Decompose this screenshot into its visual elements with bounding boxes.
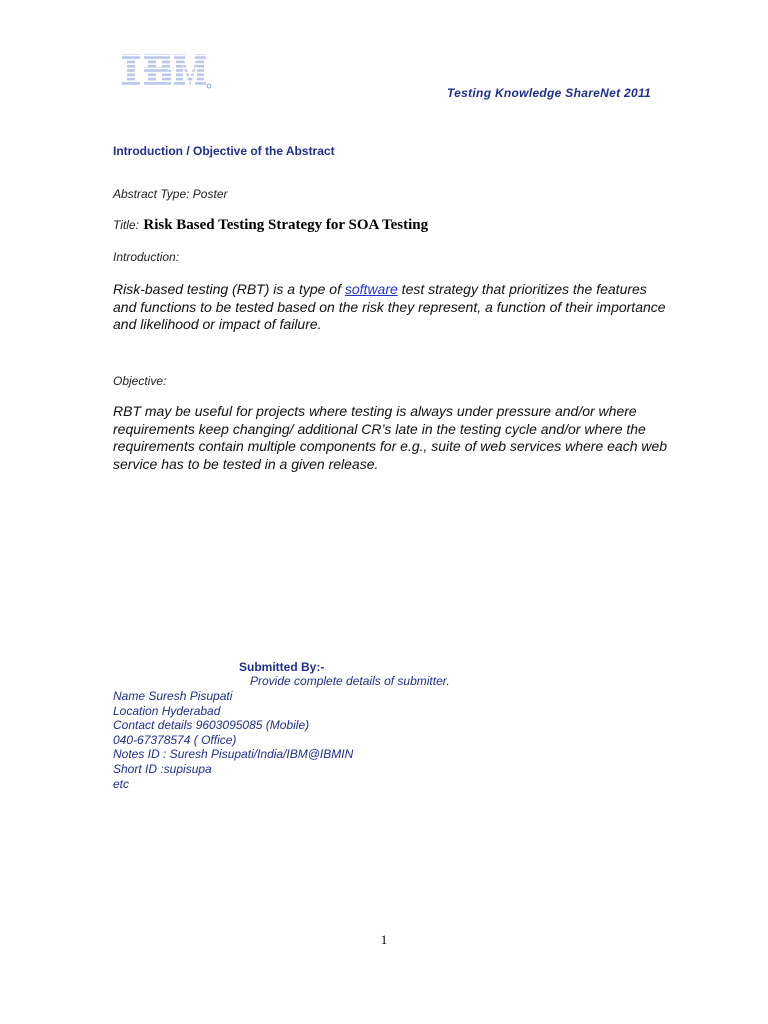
page-number: 1 <box>380 932 388 947</box>
objective-label: Objective: <box>113 374 167 388</box>
intro-text-start: Risk-based testing (RBT) is a type of <box>113 281 345 297</box>
introduction-paragraph <box>113 281 673 334</box>
abstract-type: Abstract Type: Poster <box>113 187 228 201</box>
submitted-by-heading: Submitted By:- <box>239 660 325 674</box>
submitter-short-id: Short ID :supisupa <box>113 761 212 776</box>
submitter-location: Location Hyderabad <box>113 703 221 718</box>
software-link[interactable]: software <box>344 281 398 297</box>
document-title: Risk Based Testing Strategy for SOA Testing <box>143 217 429 233</box>
conference-name: Testing Knowledge ShareNet 2011 <box>447 86 652 100</box>
submitter-note: Provide complete details of submitter. <box>250 674 450 688</box>
introduction-label: Introduction: <box>113 250 180 264</box>
ibm-logo <box>120 52 212 92</box>
submitter-contact-office: 040-67378574 ( Office) <box>113 732 237 747</box>
submitter-etc: etc <box>113 776 130 791</box>
intro-text-end: test strategy that prioritizes the features and functions to be tested based on the risk they represent, a function of their importance and likelihood or impact of failure. <box>113 281 666 332</box>
submitter-details <box>113 689 353 791</box>
objective-paragraph: RBT may be useful for projects where testing is always under pressure and/or where requirements keep changing/ additional CR’s late in the testing cycle and/or where the requirements contain multiple components for e.g., suite of web services where each web service has to be tested in a given release. <box>113 403 668 472</box>
title-label: Title: <box>113 218 139 232</box>
submitter-name: Name Suresh Pisupati <box>113 689 233 703</box>
submitter-notes-id: Notes ID : Suresh Pisupati/India/IBM@IBMIN <box>113 747 354 762</box>
title-line <box>113 216 428 234</box>
section-heading: Introduction / Objective of the Abstract <box>113 144 335 158</box>
submitter-contact-mobile: Contact details 9603095085 (Mobile) <box>113 718 310 733</box>
